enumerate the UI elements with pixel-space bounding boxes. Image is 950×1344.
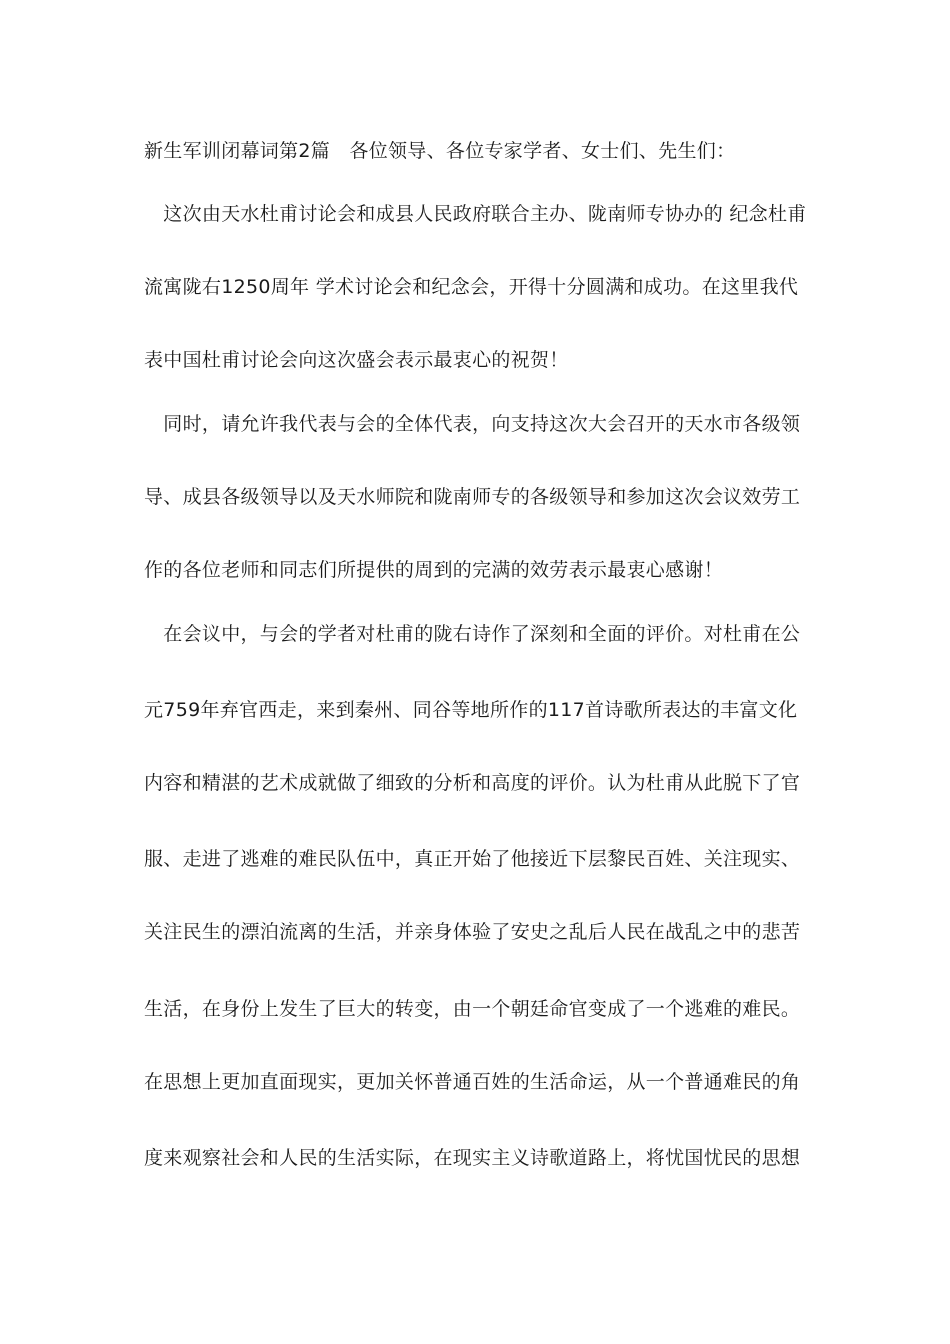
- text-line: 流寓陇右1250周年 学术讨论会和纪念会，开得十分圆满和成功。在这里我代: [144, 276, 799, 298]
- text-line: 生活，在身份上发生了巨大的转变，由一个朝廷命官变成了一个逃难的难民。: [144, 998, 801, 1020]
- text-line: 表中国杜甫讨论会向这次盛会表示最衷心的祝贺！: [144, 349, 569, 371]
- document-title-line: 新生军训闭幕词第2篇 各位领导、各位专家学者、女士们、先生们：: [144, 140, 736, 162]
- text-line: 这次由天水杜甫讨论会和成县人民政府联合主办、陇南师专协办的 纪念杜甫: [144, 203, 807, 225]
- text-line: 内容和精湛的艺术成就做了细致的分析和高度的评价。认为杜甫从此脱下了官: [144, 772, 801, 794]
- text-line: 在会议中，与会的学者对杜甫的陇右诗作了深刻和全面的评价。对杜甫在公: [144, 623, 801, 645]
- text-line: 服、走进了逃难的难民队伍中，真正开始了他接近下层黎民百姓、关注现实、: [144, 848, 801, 870]
- text-line: 导、成县各级领导以及天水师院和陇南师专的各级领导和参加这次会议效劳工: [144, 486, 801, 508]
- text-line: 元759年弃官西走，来到秦州、同谷等地所作的117首诗歌所表达的丰富文化: [144, 699, 798, 721]
- text-line: 同时，请允许我代表与会的全体代表，向支持这次大会召开的天水市各级领: [144, 413, 801, 435]
- text-line: 关注民生的漂泊流离的生活，并亲身体验了安史之乱后人民在战乱之中的悲苦: [144, 921, 801, 943]
- text-line: 作的各位老师和同志们所提供的周到的完满的效劳表示最衷心感谢！: [144, 559, 724, 581]
- text-line: 度来观察社会和人民的生活实际，在现实主义诗歌道路上，将忧国忧民的思想: [144, 1147, 801, 1169]
- text-line: 在思想上更加直面现实，更加关怀普通百姓的生活命运，从一个普通难民的角: [144, 1071, 801, 1093]
